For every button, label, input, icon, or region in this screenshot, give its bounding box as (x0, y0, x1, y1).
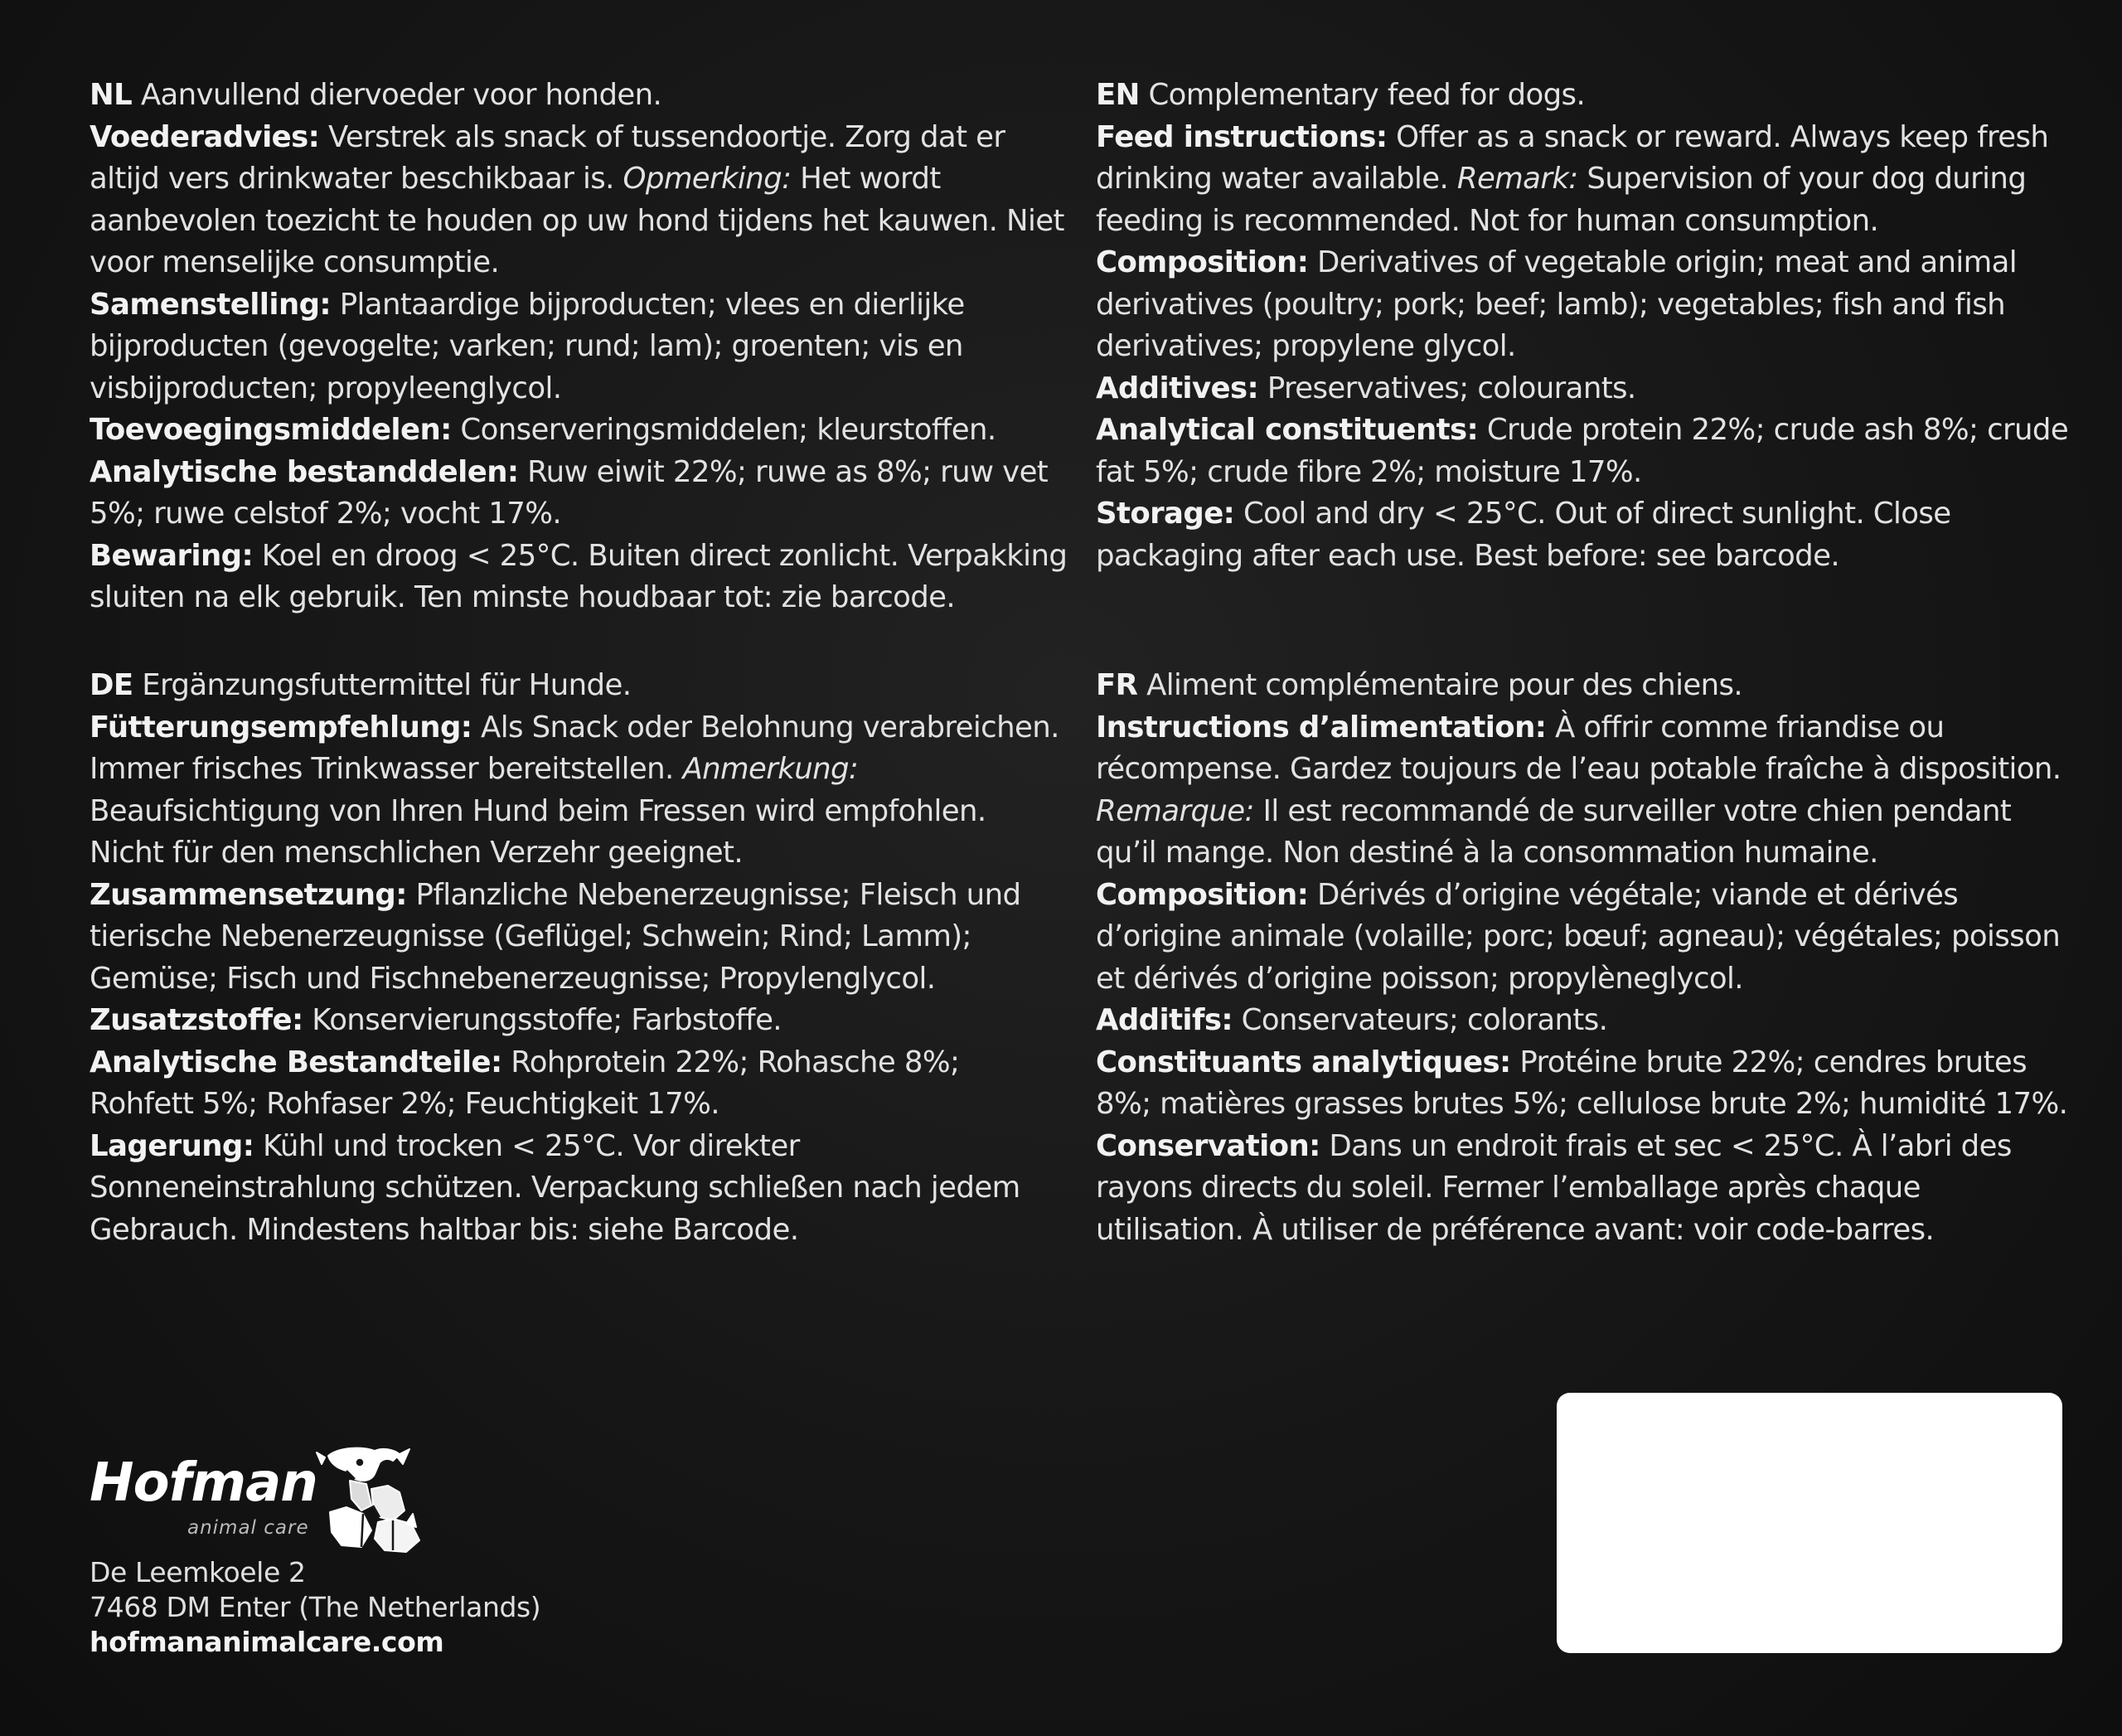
nl-feed-instructions: Voederadvies: Verstrek als snack of tussendoortje. Zorg dat er altijd vers drinkwater beschikbaar is. Opmerking: Het wordt aanbevolen toezicht te houden op uw hond tijdens het kauwen. Niet voor menselijke consumptie. (90, 119, 1064, 279)
barcode-area (1557, 1393, 2062, 1653)
fr-composition: Composition: Dérivés d’origine végétale; viande et dérivés d’origine animale (volaille; porc; bœuf; agneau); végétales; poisson et dérivés d’origine poisson; propylèneglycol. (1096, 877, 2061, 996)
nl-storage: Bewaring: Koel en droog < 25°C. Buiten direct zonlicht. Verpakking sluiten na elk gebruik. Ten minste houdbaar tot: zie barcode. (90, 538, 1068, 614)
de-storage: Lagerung: Kühl und trocken < 25°C. Vor direkter Sonneneinstrahlung schützen. Verpackung schließen nach jedem Gebrauch. Mindestens haltbar bis: siehe Barcode. (90, 1128, 1020, 1247)
address-city: 7468 DM Enter (The Netherlands) (90, 1591, 541, 1623)
de-intro: DE Ergänzungsfuttermittel für Hunde. (90, 668, 632, 702)
brand-tagline: animal care (187, 1517, 309, 1539)
de-language-code: DE (90, 668, 133, 702)
nl-additives: Toevoegingsmiddelen: Conserveringsmiddelen; kleurstoffen. (90, 413, 996, 447)
nl-label-section (90, 75, 1068, 619)
en-storage: Storage: Cool and dry < 25°C. Out of direct sunlight. Close packaging after each use. Best before: see barcode. (1096, 497, 1951, 573)
website-link[interactable]: hofmananimalcare.com (90, 1626, 444, 1658)
brand-logo (90, 1441, 454, 1557)
en-analytical: Analytical constituents: Crude protein 22%; crude ash 8%; crude fat 5%; crude fibre 2%; moisture 17%. (1096, 413, 2069, 489)
fr-intro: FR Aliment complémentaire pour des chiens. (1096, 668, 1743, 702)
company-address (90, 1555, 540, 1660)
fr-storage: Conservation: Dans un endroit frais et sec < 25°C. À l’abri des rayons directs du soleil. Fermer l’emballage après chaque utilisation. À utiliser de préférence avant: voir code-barres. (1096, 1128, 2012, 1247)
en-composition: Composition: Derivatives of vegetable origin; meat and animal derivatives (poultry; pork; beef; lamb); vegetables; fish and fish derivatives; propylene glycol. (1096, 245, 2018, 363)
de-composition: Zusammensetzung: Pflanzliche Nebenerzeugnisse; Fleisch und tierische Nebenerzeugnisse (Geflügel; Schwein; Rind; Lamm); Gemüse; Fisch und Fischnebenerzeugnisse; Propylenglycol. (90, 877, 1021, 996)
nl-intro: NL Aanvullend diervoeder voor honden. (90, 78, 662, 112)
fr-additives: Additifs: Conservateurs; colorants. (1096, 1003, 1608, 1037)
address-street: De Leemkoele 2 (90, 1556, 306, 1588)
de-additives: Zusatzstoffe: Konservierungsstoffe; Farbstoffe. (90, 1003, 782, 1037)
fr-language-code: FR (1096, 668, 1138, 702)
nl-analytical: Analytische bestanddelen: Ruw eiwit 22%; ruwe as 8%; ruw vet 5%; ruwe celstof 2%; vocht 17%. (90, 454, 1049, 531)
en-language-code: EN (1096, 78, 1140, 112)
en-feed-instructions: Feed instructions: Offer as a snack or reward. Always keep fresh drinking water available. Remark: Supervision of your dog during feeding is recommended. Not for human consumption. (1096, 119, 2049, 238)
de-feed-instructions: Fütterungsempfehlung: Als Snack oder Belohnung verabreichen. Immer frisches Trinkwasser bereitstellen. Anmerkung: Beaufsichtigung von Ihren Hund beim Fressen wird empfohlen. Nicht für den menschlichen Verzehr geeignet. (90, 710, 1059, 870)
en-intro: EN Complementary feed for dogs. (1096, 78, 1586, 112)
fr-feed-instructions: Instructions d’alimentation: À offrir comme friandise ou récompense. Gardez toujours de l’eau potable fraîche à disposition. Remarque: Il est recommandé de surveiller votre chien pendant qu’il mange. Non destiné à la consommation humaine. (1096, 710, 2061, 870)
brand-name: Hofman (90, 1452, 317, 1514)
fr-analytical: Constituants analytiques: Protéine brute 22%; cendres brutes 8%; matières grasses brutes 5%; cellulose brute 2%; humidité 17%. (1096, 1045, 2068, 1121)
de-label-section (90, 665, 1068, 1251)
de-analytical: Analytische Bestandteile: Rohprotein 22%; Rohasche 8%; Rohfett 5%; Rohfaser 2%; Feuchtigkeit 17%. (90, 1045, 960, 1121)
en-label-section (1096, 75, 2074, 577)
fr-label-section (1096, 665, 2074, 1251)
farm-animals-logo-icon (313, 1441, 429, 1557)
en-additives: Additives: Preservatives; colourants. (1096, 371, 1636, 405)
nl-language-code: NL (90, 78, 133, 112)
nl-composition: Samenstelling: Plantaardige bijproducten; vlees en dierlijke bijproducten (gevogelte; varken; rund; lam); groenten; vis en visbijproducten; propyleenglycol. (90, 287, 965, 405)
